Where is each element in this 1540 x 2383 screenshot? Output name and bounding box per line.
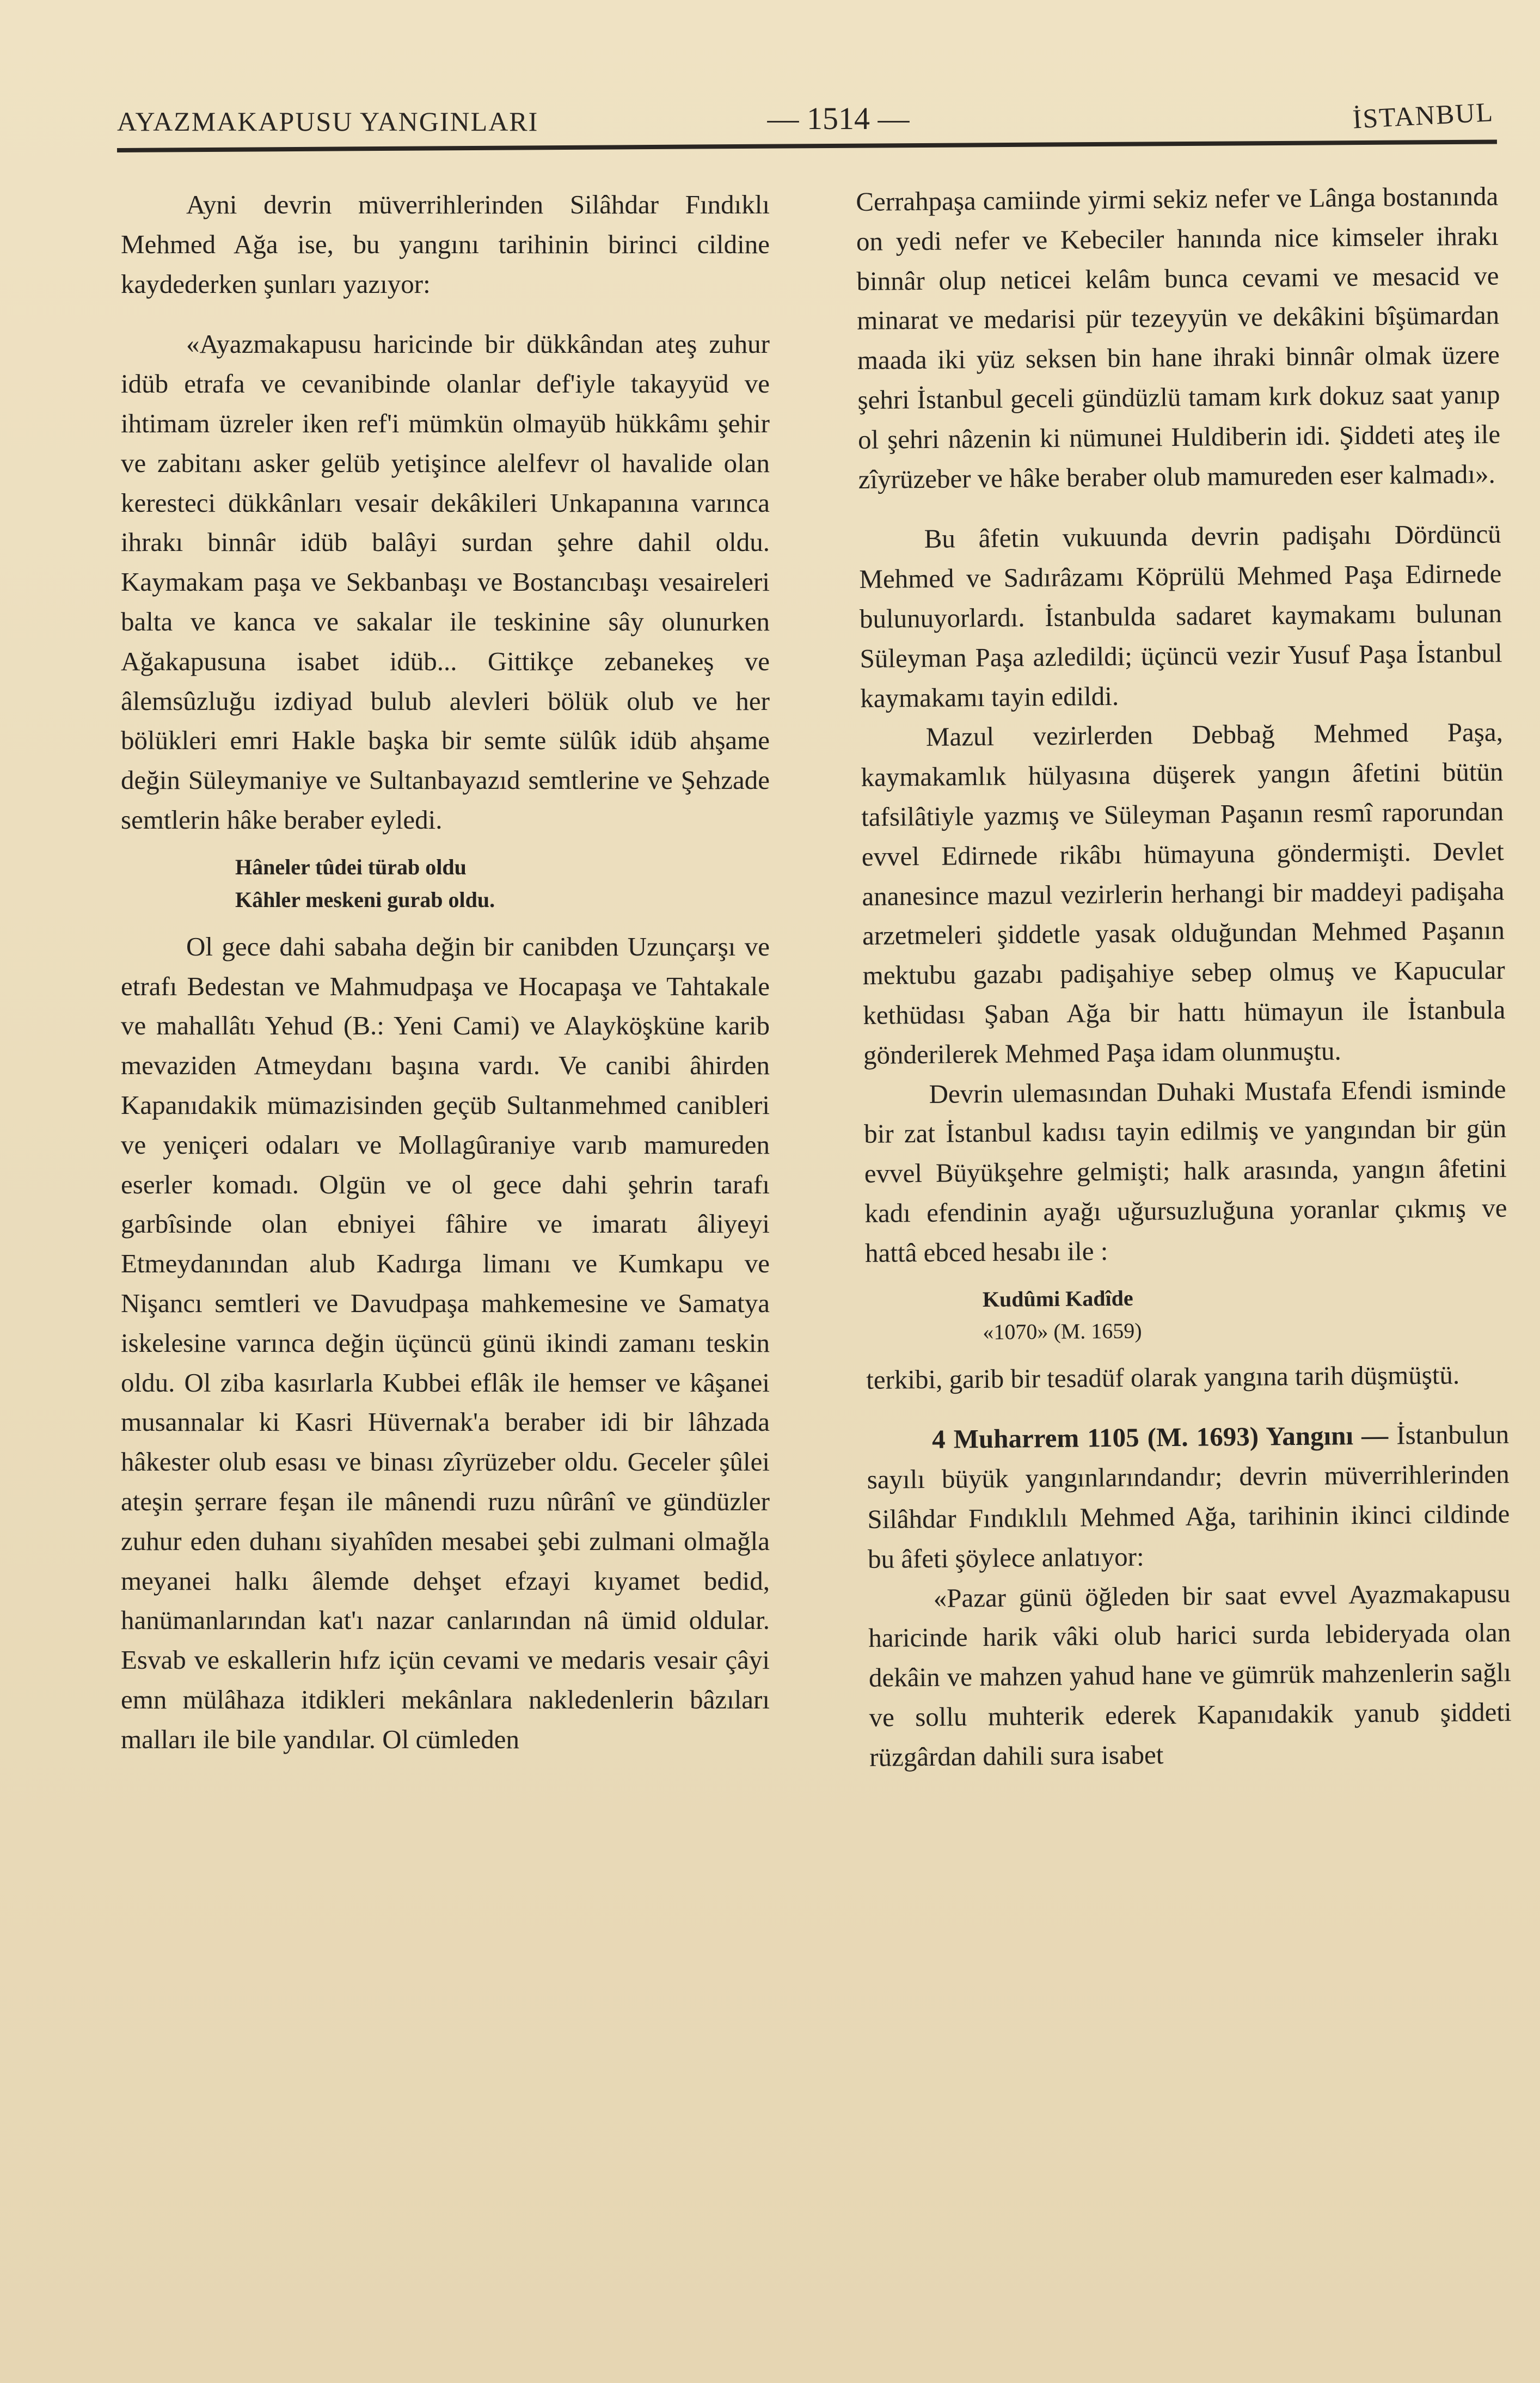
- running-head-section: İSTANBUL: [1352, 96, 1494, 134]
- paragraph: Mazul vezirlerden Debbağ Mehmed Paşa, kaymakamlık hülyasına düşerek yangın âfetini bütün tafsilâtiyle yazmış ve Süleyman Paşanın resmî raporundan evvel Edirnede rikâbı hümayuna göndermişti. Devlet ananesince mazul vezirlerin herhangi bir maddeyi padişaha arzetmeleri şiddetle yasak olduğundan Mehmed Paşanın mektubu gazabı padişahiye sebep olmuş ve Kapucular kethüdası Şaban Ağa bir hattı hümayun ile İstanbula gönderilerek Mehmed Paşa idam olunmuştu.: [861, 717, 1506, 1070]
- page-header: [117, 93, 1500, 147]
- paragraph: terkibi, garib bir tesadüf olarak yangına tarih düşmüştü.: [866, 1359, 1460, 1395]
- verse-line: Kâhler meskeni gurab oldu.: [235, 887, 495, 912]
- quoted-paragraph: «Ayazmakapusu haricinde bir dükkândan ateş zuhur idüb etrafa ve cevanibinde olanlar def'iyle takayyüd ve ihtimam üzreler iken ref'i mümkün olmayüb hükkâmı şehir ve zabitanı asker gelüb yetişince alelfevr ol havalide olan keresteci dükkânları vesair dekâkileri Unkapanına varınca ihrakı binnâr idüb balâyi surdan şehre dahil oldu. Kaymakam paşa ve Sekbanbaşı ve Bostancıbaşı vesaireleri balta ve kanca ve sakalar ile teskinine sây olunurken Ağakapusuna isabet idüb... Gittikçe zebanekeş ve âlemsûzluğu izdiyad bulub alevleri bölük olub ve her bölükleri emri Hakle başka bir semte sülûk idüb ahşame değin Süleymaniye ve Sultanbayazıd semtlerine ve Şehzade semtlerin hâke beraber eyledi.: [121, 329, 770, 835]
- chronogram: [866, 1278, 1508, 1349]
- verse-couplet: [121, 851, 770, 916]
- running-head-title: AYAZMAKAPUSU YANGINLARI: [117, 106, 539, 137]
- paragraph: Bu âfetin vukuunda devrin padişahı Dördüncü Mehmed ve Sadırâzamı Köprülü Mehmed Paşa Edirnede bulunuyorlardı. İstanbulda sadaret kaymakamı bulunan Süleyman Paşa azledildi; üçüncü vezir Yusuf Paşa İstanbul kaymakamı tayin edildi.: [859, 519, 1502, 713]
- paragraph: Cerrahpaşa camiinde yirmi sekiz nefer ve Lânga bostanında on yedi nefer ve Kebeciler hanında nice kimseler ihrakı binnâr olup neticei kelâm bunca cevami ve mesacid ve minarat ve medarisi pür tezeyyün ve dekâkini bîşümardan maada iki yüz seksen bin hane ihraki binnâr olmak üzere şehri İstanbul geceli gündüzlü tamam kırk dokuz saat yanıp ol şehri nâzenin ki nümunei Huldiberin idi. Şiddeti ateş ile zîyrüzeber ve hâke beraber olub mamureden eser kalmadı».: [856, 181, 1501, 494]
- page-number: — 1514 —: [767, 101, 910, 136]
- paragraph: Devrin ulemasından Duhaki Mustafa Efendi isminde bir zat İstanbul kadısı tayin edilmiş ve yangından bir gün evvel Büyükşehre gelmişti; halk arasında, yangın âfetini kadı efendinin ayağı uğursuzluğuna yoranlar çıkmış ve hattâ ebced hesabı ile :: [864, 1074, 1507, 1268]
- chronogram-date: «1070» (M. 1659): [983, 1318, 1142, 1344]
- chronogram-text: Kudûmi Kadîde: [982, 1285, 1133, 1312]
- section-heading: 4 Muharrem 1105 (M. 1693) Yangını —: [931, 1420, 1389, 1455]
- verse-line: Hâneler tûdei türab oldu: [235, 854, 467, 879]
- left-column: [121, 185, 770, 1759]
- section-paragraph: [867, 1415, 1510, 1579]
- section-text: İstanbulun sayılı büyük yangınlarındandır; devrin müverrihlerinden Silâhdar Fındıklılı Mehmed Ağa, tarihinin ikinci cildinde bu âfeti şöylece anlatıyor:: [867, 1419, 1510, 1574]
- paragraph: Ol gece dahi sabaha değin bir canibden Uzunçarşı ve etrafı Bedestan ve Mahmudpaşa ve Hocapaşa ve Tahtakale ve mahallâtı Yehud (B.: Yeni Cami) ve Alayköşküne karib mevaziden Atmeydanı başına vardı. Ve canibi âhirden Kapanıdakik mümazisinden geçüb Sultanmehmed canibleri ve yeniçeri odaları ve Mollagûraniye varıb mamureden eserler komadı. Olgün ve ol gece dahi şehrin tarafı garbîsinde olan ebniyei fâhire ve imaratı âliyeyi Etmeydanından alub Kadırga limanı ve Kumkapu ve Nişancı semtleri ve Davudpaşa mahkemesine ve Samatya iskelesine varınca değin üçüncü günü ikindi zamanı teskin oldu. Ol ziba kasırlarla Kubbei eflâk ile hemser ve kâşanei musannalar ki Kasri Hüvernak'a beraber idi bir lâhzada hâkester olub esası ve binası zîyrüzeber oldu. Geceler şûlei ateşin şerrare feşan ile mânendi ruzu nûrânî ve gündüzler zuhur eden duhanı siyahîden mesabei şebi zulmani olmağla meyanei halkı âlemde dehşet efzayi kıyamet bedid, hanümanlarından kat'ı nazar canlarından nâ ümid oldular. Esvab ve eskallerin hıfz içün cevami ve medaris vesair çâyi emn mülâhaza itdikleri mekânlara nakledenlerin bâzıları malları ile bile yandılar. Ol cümleden: [121, 931, 770, 1754]
- quoted-paragraph: «Pazar günü öğleden bir saat evvel Ayazmakapusu haricinde harik vâki olub harici surda lebideryada olan dekâin ve mahzen yahud hane ve gümrük mahzenlerin sağlı ve sollu muhterik ederek Kapanıdakik yanub şiddeti rüzgârdan dahili sura isabet: [868, 1578, 1512, 1772]
- paragraph: Ayni devrin müverrihlerinden Silâhdar Fındıklı Mehmed Ağa ise, bu yangını tarihinin birinci cildine kaydederken şunları yazıyor:: [121, 189, 770, 299]
- right-column: [856, 177, 1512, 1778]
